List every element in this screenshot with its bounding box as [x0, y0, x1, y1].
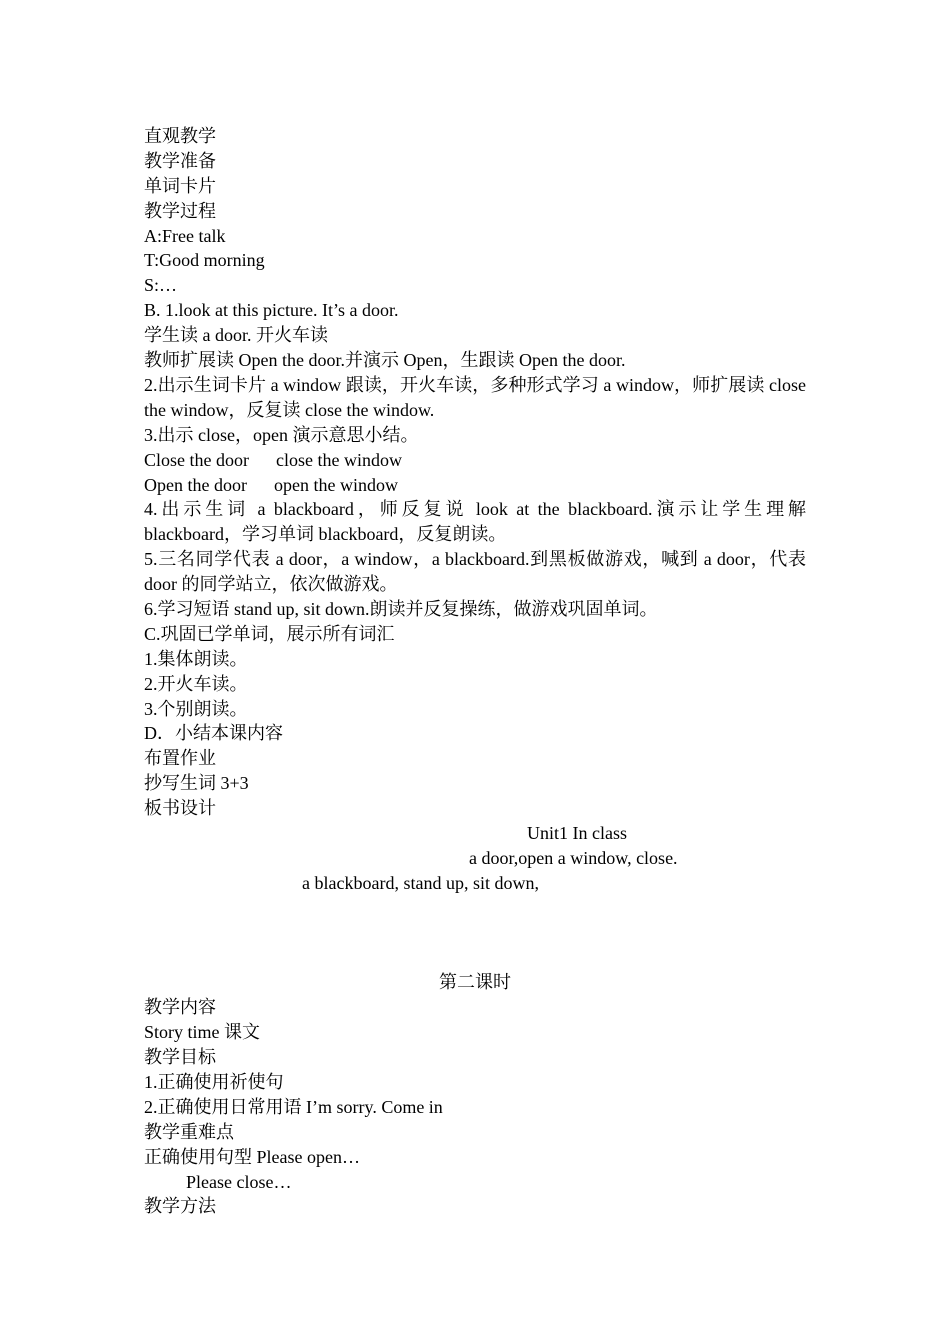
board-row: a blackboard, stand up, sit down,: [302, 872, 539, 893]
text-line: 6.学习短语 stand up, sit down.朗读并反复操练，做游戏巩固单词。: [144, 599, 658, 620]
text-line: 布置作业: [144, 748, 216, 769]
text-line: 2.正确使用日常用语 I’m sorry. Come in: [144, 1096, 443, 1117]
phrase: Open the door: [144, 474, 247, 495]
spacer: [144, 896, 806, 971]
text-line: 直观教学: [144, 126, 216, 146]
board-title: Unit1 In class: [527, 823, 627, 844]
text-line: 教学过程: [144, 200, 216, 221]
paragraph-step-5: 5.三名同学代表 a door，a window，a blackboard.到黑板做游戏，喊到 a door，代表 door 的同学站立，依次做游戏。: [144, 549, 806, 595]
text-line: S:…: [144, 275, 178, 296]
text-line: 教学方法: [144, 1196, 216, 1217]
phrase: Close the door: [144, 449, 249, 470]
text-line: B. 1.look at this picture. It’s a door.: [144, 300, 399, 321]
text-line: 3.出示 close，open 演示意思小结。: [144, 424, 419, 445]
text-line: A:Free talk: [144, 225, 226, 246]
text-line: 教学内容: [144, 997, 216, 1018]
paragraph-step-2: 2.出示生词卡片 a window 跟读，开火车读，多种形式学习 a window，师扩展读 close the window，反复读 close the window.: [144, 374, 806, 420]
phrase: open the window: [273, 474, 398, 495]
text-line: 板书设计: [144, 798, 216, 819]
board-row: a door,open a window, close.: [469, 847, 678, 868]
document-body: [144, 124, 806, 1219]
text-line: 抄写生词 3+3: [144, 773, 249, 794]
text-line: 教学重难点: [144, 1121, 234, 1142]
text-line: C.巩固已学单词，展示所有词汇: [144, 623, 395, 644]
text-line: Please close…: [186, 1171, 292, 1192]
section-title: 第二课时: [439, 972, 511, 993]
text-line: 学生读 a door. 开火车读: [144, 325, 328, 346]
text-line: 正确使用句型 Please open…: [144, 1146, 360, 1167]
text-line: 3.个别朗读。: [144, 698, 248, 719]
phrase-pair-close: [144, 448, 806, 473]
text-line: T:Good morning: [144, 250, 265, 271]
text-line: 单词卡片: [144, 175, 216, 196]
text-line: 1.集体朗读。: [144, 648, 248, 669]
text-line: Story time 课文: [144, 1022, 260, 1043]
paragraph-step-4: 4.出示生词 a blackboard，师反复说 look at the blackboard.演示让学生理解 blackboard，学习单词 blackboard，反复朗读。: [144, 499, 806, 545]
text-line: 教学准备: [144, 150, 216, 171]
text-line: 2.开火车读。: [144, 673, 248, 694]
phrase-pair-open: [144, 473, 806, 498]
text-line: 教师扩展读 Open the door.并演示 Open，生跟读 Open the door.: [144, 350, 626, 371]
text-line: 教学目标: [144, 1047, 216, 1068]
phrase: close the window: [276, 449, 402, 470]
text-line: D．小结本课内容: [144, 723, 283, 744]
text-line: 1.正确使用祈使句: [144, 1071, 284, 1092]
